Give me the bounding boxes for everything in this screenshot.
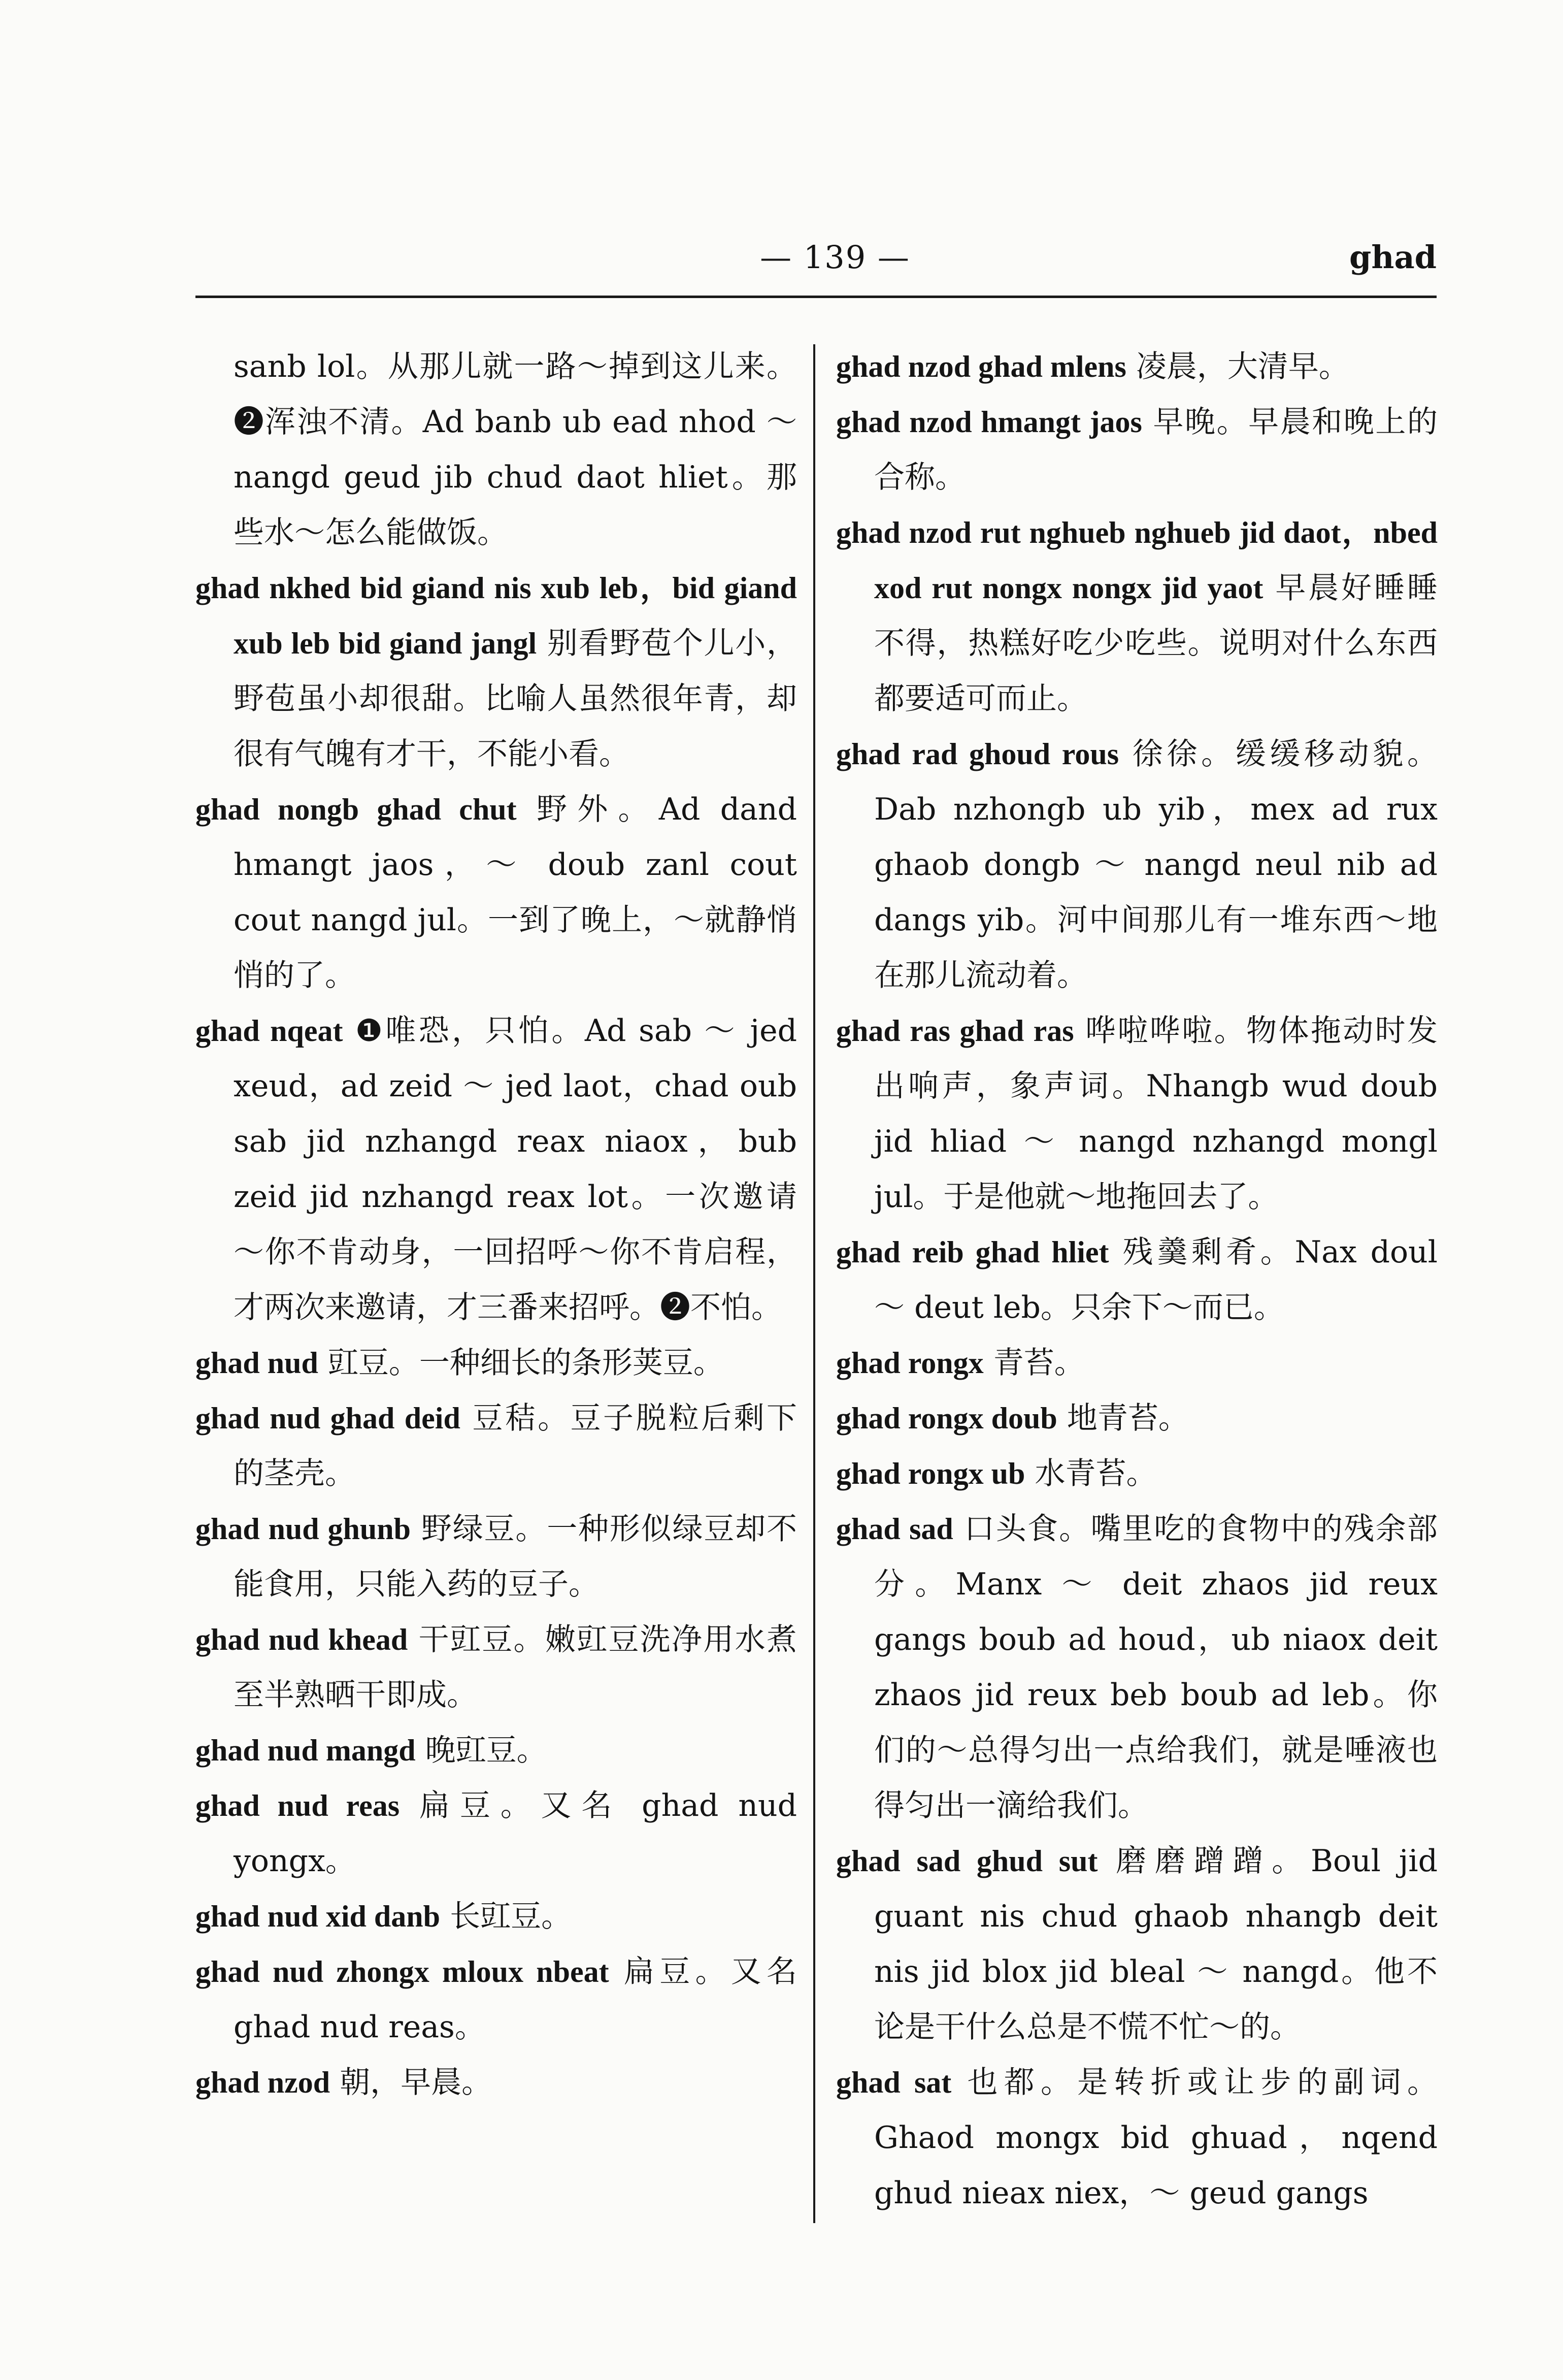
entry-headword: ghad rongx doub <box>836 1401 1057 1435</box>
entry-definition: 豆秸。豆子脱粒后剩下的茎壳。 <box>234 1400 797 1491</box>
dictionary-entry <box>836 1225 1438 1335</box>
entry-headword: ghad nkhed bid giand nis xub leb，bid giand xub leb bid giand jangl <box>195 571 797 660</box>
entry-headword: ghad nud xid danb <box>195 1900 440 1933</box>
entry-definition: 青苔。 <box>983 1345 1085 1381</box>
page-number: — 139 — <box>760 239 910 276</box>
dictionary-entry <box>836 727 1438 1003</box>
dictionary-entry <box>836 2055 1438 2221</box>
page-header <box>195 223 1437 284</box>
entry-definition: 磨磨蹭蹭。Boul jid guant nis chud ghaob nhangb deit nis jid blox jid bleal ～ nangd。他不论是干什么总是不慌不忙～的。 <box>874 1843 1438 2045</box>
entry-definition: 早晨好睡睡不得，热糕好吃少吃些。说明对什么东西都要适可而止。 <box>874 570 1438 716</box>
dictionary-entry <box>836 1502 1438 1834</box>
dictionary-entry <box>836 505 1438 727</box>
entry-definition: 残羹剩肴。Nax doul ～ deut leb。只余下～而已。 <box>874 1234 1438 1325</box>
entry-headword: ghad reib ghad hliet <box>836 1235 1109 1269</box>
entry-definition: 徐徐。缓缓移动貌。Dab nzhongb ub yib，mex ad rux ghaob dongb ～ nangd neul nib ad dangs yib。河中间那儿有一堆东西～地在那儿流动着。 <box>874 736 1438 993</box>
entry-headword: ghad nud <box>195 1346 318 1380</box>
dictionary-entry <box>195 1889 797 1944</box>
dictionary-entry <box>195 339 797 561</box>
entry-headword: ghad nud zhongx mloux nbeat <box>195 1955 609 1988</box>
entry-headword: ghad nud ghad deid <box>195 1401 460 1435</box>
entry-definition: 豇豆。一种细长的条形荚豆。 <box>318 1345 724 1381</box>
entry-headword: ghad sat <box>836 2066 952 2099</box>
entry-definition: 野绿豆。一种形似绿豆却不能食用，只能入药的豆子。 <box>234 1511 797 1602</box>
dictionary-entry <box>836 1003 1438 1225</box>
dictionary-entry <box>836 339 1438 395</box>
entry-definition: 干豇豆。嫩豇豆洗净用水煮至半熟晒干即成。 <box>234 1622 797 1713</box>
entry-headword: ghad nqeat <box>195 1014 343 1048</box>
dictionary-entry <box>836 1834 1438 2055</box>
entry-definition: 晚豇豆。 <box>415 1733 547 1768</box>
entry-definition: 地青苔。 <box>1057 1400 1189 1436</box>
dictionary-entry <box>195 1723 797 1778</box>
entry-headword: ghad nzod hmangt jaos <box>836 405 1142 439</box>
entry-definition: 扁豆。又名 ghad nud yongx。 <box>234 1788 797 1879</box>
entry-headword: ghad nzod ghad mlens <box>836 350 1126 383</box>
entry-definition: 哗啦哗啦。物体拖动时发出响声，象声词。Nhangb wud doub jid hliad ～ nangd nzhangd mongl jul。于是他就～地拖回去了。 <box>874 1013 1438 1215</box>
entry-definition: 别看野苞个儿小，野苞虽小却很甜。比喻人虽然很年青，却很有气魄有才干，不能小看。 <box>234 626 797 772</box>
header-rule <box>195 296 1437 298</box>
dictionary-entry <box>195 561 797 782</box>
dictionary-entry <box>195 782 797 1003</box>
entry-definition: 早晚。早晨和晚上的合称。 <box>874 404 1438 495</box>
dictionary-entry <box>195 2055 797 2110</box>
running-head: ghad <box>1349 239 1437 276</box>
dictionary-entry <box>836 1391 1438 1446</box>
entry-definition: 长豇豆。 <box>440 1899 572 1934</box>
dictionary-entry <box>195 1944 797 2055</box>
dictionary-entry <box>195 1612 797 1723</box>
dictionary-entry <box>195 1003 797 1335</box>
entry-headword: ghad nud mangd <box>195 1734 416 1767</box>
entry-definition: sanb lol。从那儿就一路～掉到这儿来。❷浑浊不清。Ad banb ub ead nhod ～ nangd geud jib chud daot hliet。那些水～怎么能做饭。 <box>234 349 797 550</box>
dictionary-entry <box>836 1335 1438 1391</box>
entry-headword: ghad nud ghunb <box>195 1512 411 1546</box>
entry-definition: 也都。是转折或让步的副词。Ghaod mongx bid ghuad，nqend ghud nieax niex，～ geud gangs <box>874 2065 1438 2211</box>
entry-headword: ghad sad <box>836 1512 953 1546</box>
left-column <box>195 339 797 2110</box>
entry-headword: ghad nud reas <box>195 1789 400 1822</box>
entry-headword: ghad nongb ghad chut <box>195 793 517 826</box>
entry-definition: 扁豆。又名 ghad nud reas。 <box>234 1954 797 2045</box>
entry-headword: ghad nud khead <box>195 1623 408 1656</box>
dictionary-entry <box>195 1502 797 1612</box>
entry-headword: ghad rad ghoud rous <box>836 737 1119 771</box>
right-column <box>836 339 1438 2221</box>
entry-definition: 朝，早晨。 <box>330 2065 492 2100</box>
dictionary-entry <box>195 1391 797 1502</box>
entry-headword: ghad nzod rut nghueb nghueb jid daot，nbed xod rut nongx nongx jid yaot <box>836 516 1438 605</box>
entry-headword: ghad sad ghud sut <box>836 1844 1098 1878</box>
entry-headword: ghad nzod <box>195 2066 330 2099</box>
entry-headword: ghad ras ghad ras <box>836 1014 1074 1048</box>
entry-headword: ghad rongx <box>836 1346 984 1380</box>
dictionary-entry <box>836 395 1438 505</box>
entry-definition: 口头食。嘴里吃的食物中的残余部分。Manx ～ deit zhaos jid reux gangs boub ad houd，ub niaox deit zhaos jid reux beb boub ad leb。你们的～总得匀出一点给我们，就是唾液也得匀出一滴给我们。 <box>874 1511 1438 1823</box>
entry-definition: ❶唯恐，只怕。Ad sab ～ jed xeud，ad zeid ～ jed laot，chad oub sab jid nzhangd reax niaox，bub zeid jid nzhangd reax lot。一次邀请～你不肯动身，一回招呼～你不肯启程，才两次来邀请，才三番来招呼。❷不怕。 <box>234 1013 797 1325</box>
dictionary-entry <box>195 1335 797 1391</box>
entry-definition: 水青苔。 <box>1025 1456 1157 1491</box>
dictionary-entry <box>836 1446 1438 1502</box>
dictionary-entry <box>195 1778 797 1889</box>
entry-headword: ghad rongx ub <box>836 1457 1025 1490</box>
column-divider <box>813 344 815 2223</box>
entry-definition: 凌晨，大清早。 <box>1126 349 1349 384</box>
entry-definition: 野外。Ad dand hmangt jaos，～ doub zanl cout cout nangd jul。一到了晚上，～就静悄悄的了。 <box>234 792 797 993</box>
